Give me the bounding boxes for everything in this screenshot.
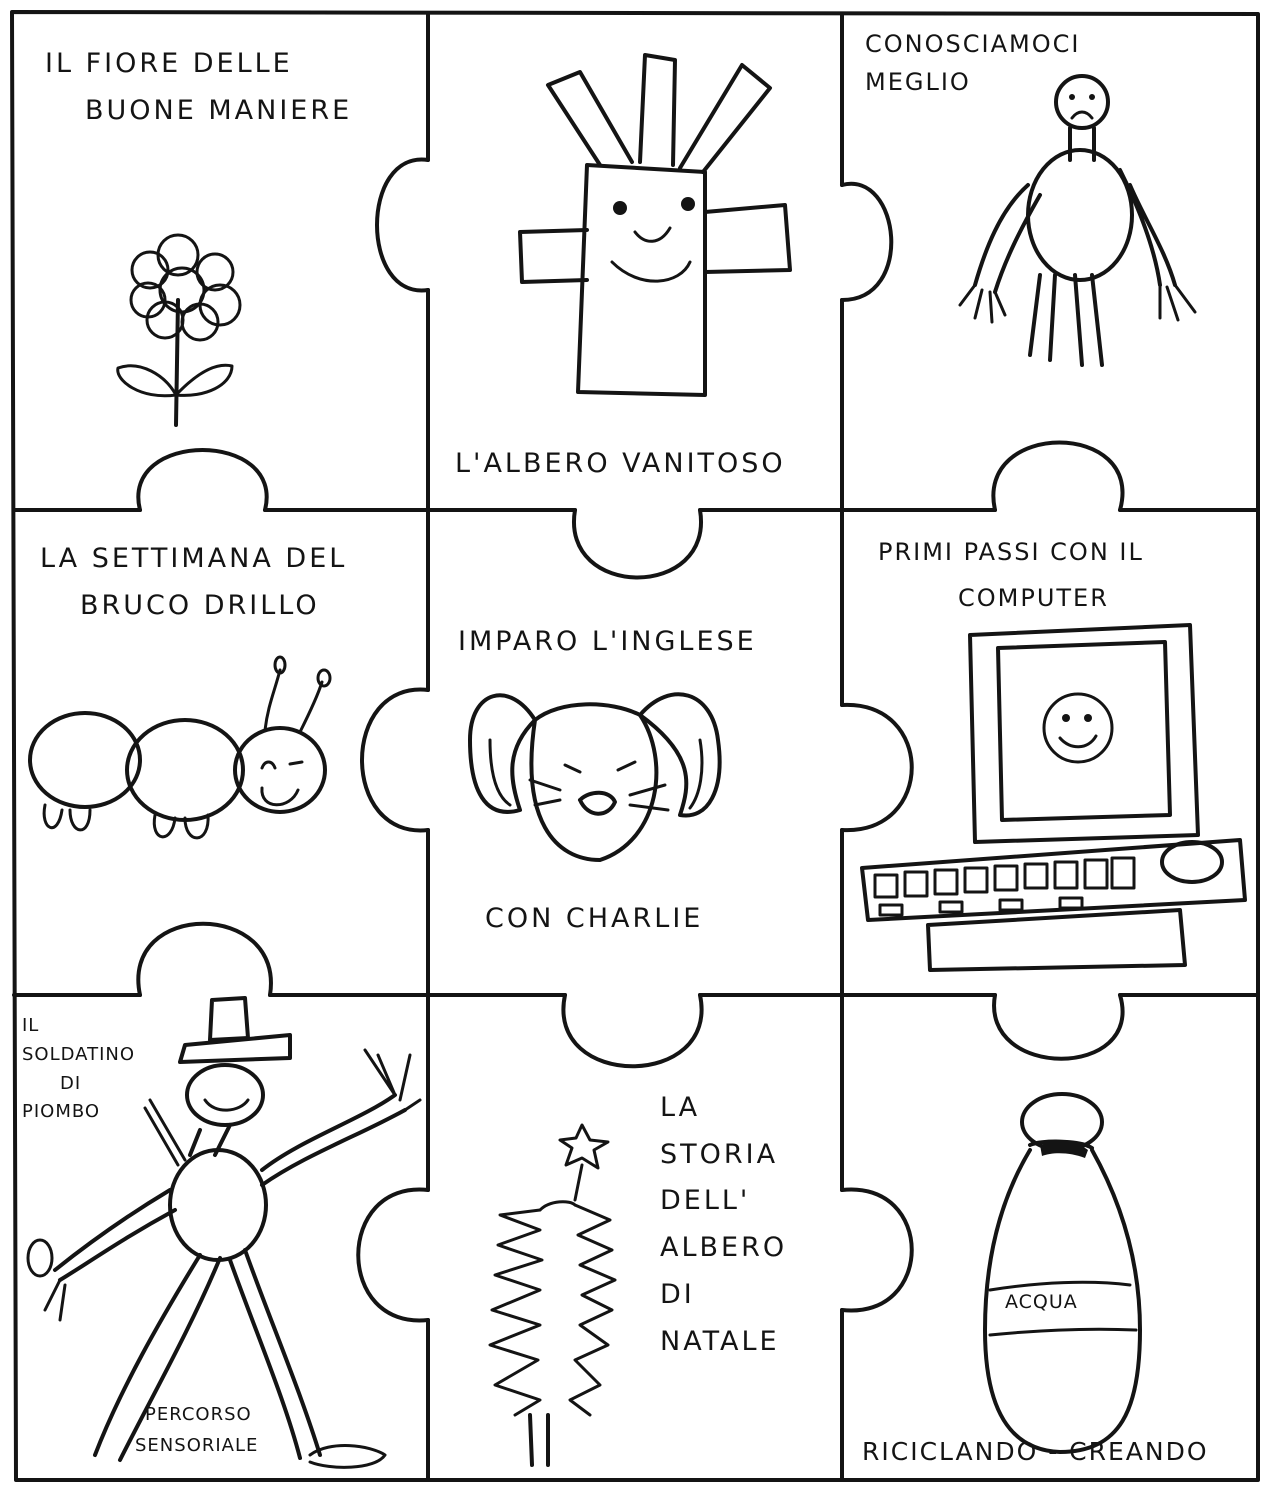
puzzle-knob xyxy=(138,450,266,510)
water-bottle-icon xyxy=(985,1094,1140,1452)
tile-riciclando-title: RICICLANDO - CREANDO xyxy=(862,1437,1209,1466)
puzzle-knob xyxy=(994,995,1123,1059)
puzzle-knob xyxy=(842,1189,912,1310)
puzzle-knob xyxy=(563,995,701,1066)
tile-inglese-title: IMPARO L'INGLESE xyxy=(458,626,757,657)
tile-inglese-subtitle: CON CHARLIE xyxy=(485,903,704,934)
tile-computer-title: PRIMI PASSI CON IL COMPUTER xyxy=(878,538,1144,612)
tile-natale-title: LA STORIA DELL' ALBERO DI NATALE xyxy=(660,1092,788,1357)
computer-icon xyxy=(862,625,1245,970)
puzzle-knob xyxy=(993,443,1122,511)
tile-conosciamoci-title: CONOSCIAMOCI MEGLIO xyxy=(865,30,1081,97)
puzzle-knob xyxy=(842,184,891,300)
christmas-tree-icon xyxy=(490,1125,615,1465)
puzzle-knob xyxy=(358,1190,428,1321)
rabbit-icon xyxy=(470,694,720,860)
tile-fiore-title: IL FIORE DELLE BUONE MANIERE xyxy=(45,48,353,127)
tile-albero-vanitoso-title: L'ALBERO VANITOSO xyxy=(455,448,786,479)
puzzle-knob xyxy=(377,160,428,291)
puzzle-knob xyxy=(842,705,912,830)
tile-soldatino-subtitle: PERCORSO SENSORIALE xyxy=(135,1404,259,1456)
tile-soldatino-title: IL SOLDATINO DI PIOMBO xyxy=(22,1015,136,1123)
smiling-tree-icon xyxy=(520,55,790,395)
flower-icon xyxy=(118,235,240,425)
caterpillar-icon xyxy=(30,657,330,838)
tile-bruco-title: LA SETTIMANA DEL BRUCO DRILLO xyxy=(40,543,348,622)
sad-person-icon xyxy=(960,76,1195,365)
puzzle-knob xyxy=(362,690,428,831)
bottle-label: ACQUA xyxy=(1005,1291,1078,1313)
puzzle-knob xyxy=(138,924,271,995)
puzzle-knob xyxy=(574,510,701,578)
